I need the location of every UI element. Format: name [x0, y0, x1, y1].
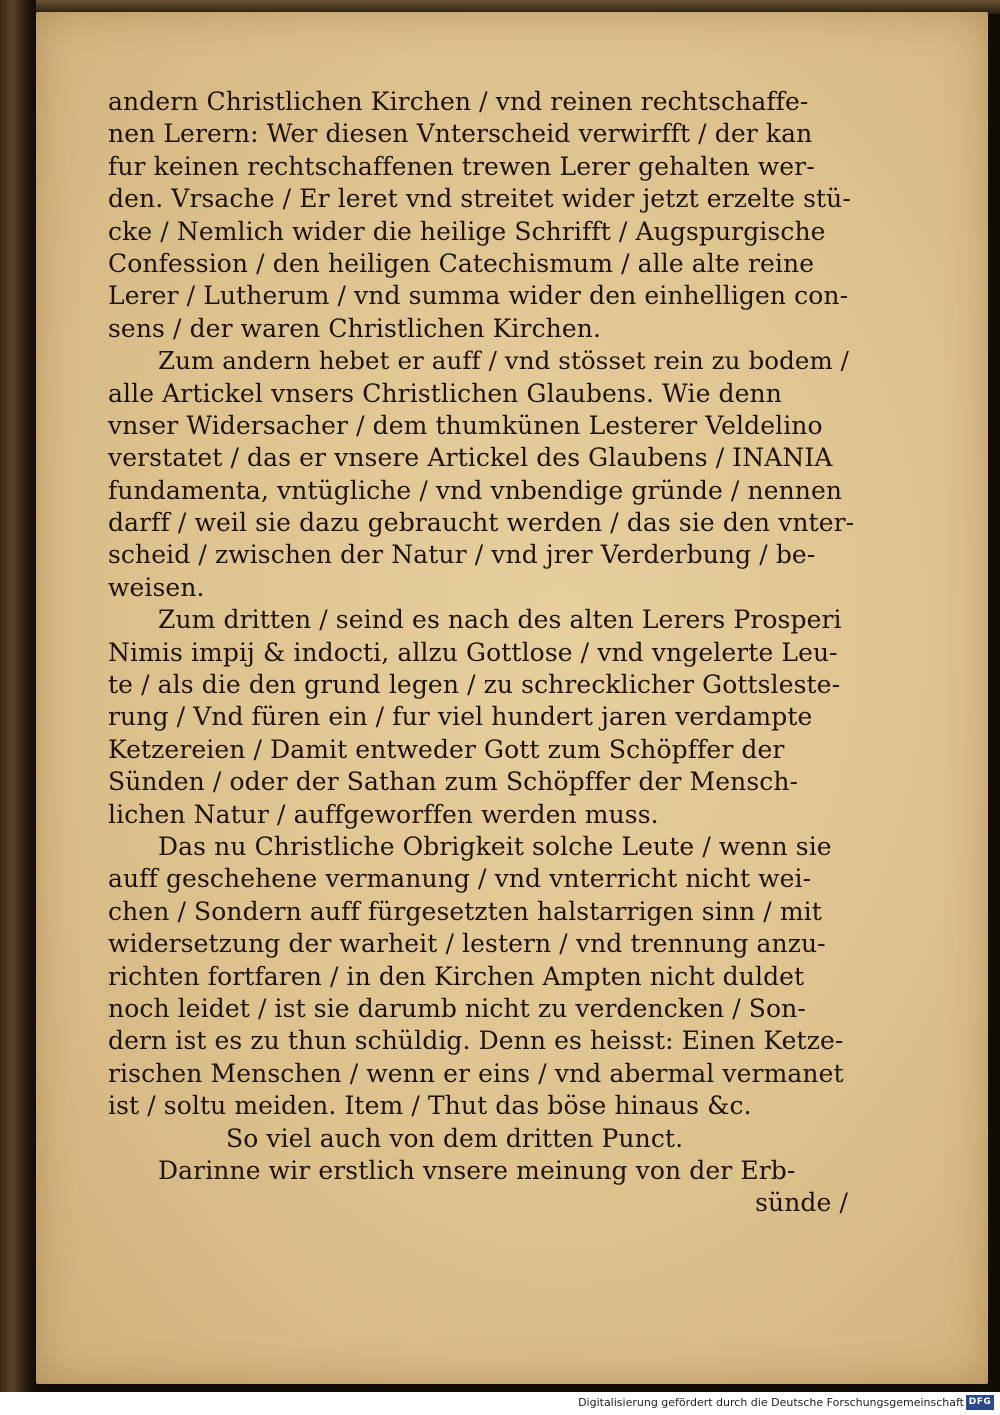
- text-line: rung / Vnd füren ein / fur viel hundert jaren verdampte: [108, 702, 813, 732]
- text-line: ist / soltu meiden. Item / Thut das böse hinaus &c.: [108, 1091, 752, 1121]
- paragraph-start-line: Zum dritten / seind es nach des alten Lerers Prosperi: [158, 605, 842, 635]
- text-line: den. Vrsache / Er leret vnd streitet wider jetzt erzelte stü-: [108, 184, 851, 214]
- text-line: Sünden / oder der Sathan zum Schöpffer der Mensch-: [108, 767, 799, 797]
- text-line: fundamenta, vntügliche / vnd vnbendige gründe / nennen: [108, 475, 843, 505]
- text-line: weisen.: [108, 572, 205, 602]
- text-line: Nimis impij & indocti, allzu Gottlose / vnd vngelerte Leu-: [108, 637, 838, 667]
- text-line: nen Lerern: Wer diesen Vnterscheid verwirfft / der kan: [108, 119, 813, 149]
- paragraph-start-line: Zum andern hebet er auff / vnd stösset rein zu bodem /: [158, 346, 850, 376]
- binding-edge: [0, 0, 36, 1392]
- text-line: widersetzung der warheit / lestern / vnd trennung anzu-: [108, 929, 826, 959]
- text-line: scheid / zwischen der Natur / vnd jrer Verderbung / be-: [108, 540, 816, 570]
- text-line: lichen Natur / auffgeworffen werden muss.: [108, 799, 659, 829]
- text-line: auff geschehene vermanung / vnd vnterricht nicht wei-: [108, 864, 812, 894]
- text-line: fur keinen rechtschaffenen trewen Lerer gehalten wer-: [108, 151, 815, 181]
- section-closing-line: So viel auch von dem dritten Punct.: [226, 1123, 684, 1153]
- paragraph-start-line: Darinne wir erstlich vnsere meinung von der Erb-: [158, 1155, 796, 1185]
- text-line: sens / der waren Christlichen Kirchen.: [108, 313, 602, 343]
- book-page: [36, 12, 988, 1384]
- funding-credit: Digitalisierung gefördert durch die Deutsche Forschungsgemeinschaft: [578, 1396, 964, 1409]
- text-line: Ketzereien / Damit entweder Gott zum Schöpffer der: [108, 734, 785, 764]
- text-line: alle Artickel vnsers Christlichen Glaubens. Wie denn: [108, 378, 782, 408]
- text-line: vnser Widersacher / dem thumkünen Lesterer Veldelino: [108, 410, 823, 440]
- text-line: Lerer / Lutherum / vnd summa wider den einhelligen con-: [108, 281, 849, 311]
- text-line: dern ist es zu thun schüldig. Denn es heisst: Einen Ketze-: [108, 1026, 844, 1056]
- text-line: chen / Sondern auff fürgesetzten halstarrigen sinn / mit: [108, 896, 822, 926]
- text-line: Confession / den heiligen Catechismum / alle alte reine: [108, 248, 815, 278]
- text-line: verstatet / das er vnsere Artickel des Glaubens / INANIA: [108, 443, 833, 473]
- page-body-text: [108, 86, 860, 1220]
- paragraph-start-line: Das nu Christliche Obrigkeit solche Leute / wenn sie: [158, 831, 832, 861]
- text-line: darff / weil sie dazu gebraucht werden / das sie den vnter-: [108, 508, 855, 538]
- text-line: noch leidet / ist sie darumb nicht zu verdencken / Son-: [108, 993, 806, 1023]
- text-line: te / als die den grund legen / zu schrecklicher Gottsleste-: [108, 670, 841, 700]
- text-line: richten fortfaren / in den Kirchen Ampten nicht duldet: [108, 961, 805, 991]
- text-line: rischen Menschen / wenn er eins / vnd abermal vermanet: [108, 1058, 844, 1088]
- text-line: cke / Nemlich wider die heilige Schrifft / Augspurgische: [108, 216, 826, 246]
- text-line: andern Christlichen Kirchen / vnd reinen rechtschaffe-: [108, 87, 809, 116]
- dfg-logo: DFG: [966, 1395, 994, 1410]
- digitization-footer: [0, 1392, 1000, 1415]
- catchword: sünde /: [755, 1188, 848, 1218]
